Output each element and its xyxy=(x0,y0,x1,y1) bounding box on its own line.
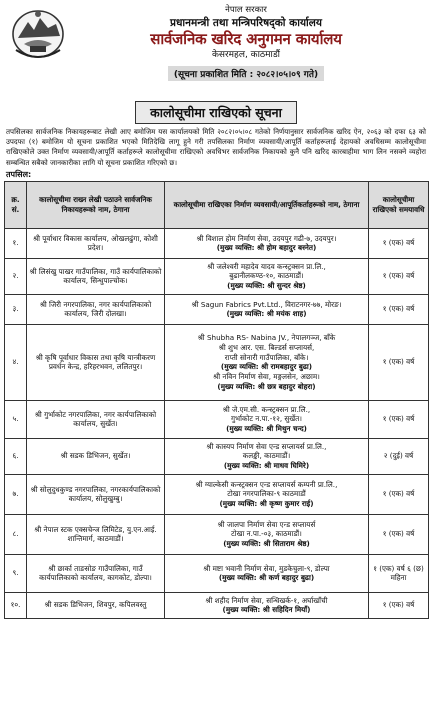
row-public-entity: श्री छार्का ताङसोङ गाउँपालिका, गाउँ कार्यपालिकाको कार्यालय, कागकोट, डोल्पा। xyxy=(27,554,165,592)
row-firm xyxy=(165,592,369,618)
row-serial: २. xyxy=(5,258,27,294)
row-serial: १. xyxy=(5,228,27,258)
nepal-emblem-icon xyxy=(10,6,66,60)
row-firm xyxy=(165,294,369,324)
table-row xyxy=(5,554,429,592)
row-public-entity: श्री सडक डिभिजन, सुर्खेत। xyxy=(27,438,165,474)
table-header-row xyxy=(5,181,429,228)
table-row xyxy=(5,514,429,554)
firm-line: श्री मष्टा भवानी निर्माण सेवा, मुडकेचुला-९, डोल्पा xyxy=(203,563,330,573)
row-blacklist-period: १ (एक) वर्ष xyxy=(369,228,429,258)
row-blacklist-period: १ (एक) वर्ष xyxy=(369,294,429,324)
row-blacklist-period: १ (एक) वर्ष ६ (छ) महिना xyxy=(369,554,429,592)
agency-address: केसरमहल, काठमाडौं xyxy=(212,50,280,60)
firm-key-person: (मुख्य व्यक्ति: श्री सहिदिन मियाँ) xyxy=(222,605,311,615)
notice-title: कालोसूचीमा राखिएको सूचना xyxy=(135,101,297,124)
notice-intro: तपसिलका सार्वजनिक निकायहरूबाट लेखी आए बमोजिम यस कार्यालयको मिति २०८२।०५।०८ गतेको निर्णयानुसार सार्वजनिक खरिद ऐन, २०६३ को दफा ६३ को उपदफा (१) बमोजिम यो सूचना प्रकाशित भएको मितिदेखि लागू हुने गरी तपसिलका निर्माण व्यवसायी/आपूर्ति कर्ताहरूलाई देहायको अवधिसम्म कालोसूचीमा राखिएकोले उक्त निर्माण व्यवसायी/आपूर्ति कर्ताहरूले कालोसूचीमा राखिएको अवधिभर सार्वजनिक निकायको कुनै पनि खरिद कारबाहीमा भाग लिन नसक्ने व्यहोरा सम्बन्धित सबैको जानकारीका लागि यो सूचना प्रकाशित गरिएको छ। xyxy=(6,127,426,167)
row-blacklist-period: १ (एक) वर्ष xyxy=(369,400,429,438)
firm-key-person: (मुख्य व्यक्ति: श्री कृष्ण कुमार राई) xyxy=(219,499,314,509)
firm-line: टोखा न.पा.-०३, काठमाडौं। xyxy=(231,529,302,539)
row-public-entity: श्री जिरी नगरपालिका, नगर कार्यपालिकाको कार्यालय, जिरी दोलखा। xyxy=(27,294,165,324)
table-row xyxy=(5,294,429,324)
header-text-block xyxy=(64,4,428,81)
row-firm xyxy=(165,228,369,258)
government-name: नेपाल सरकार xyxy=(225,5,267,15)
table-row xyxy=(5,400,429,438)
row-blacklist-period: १ (एक) वर्ष xyxy=(369,474,429,514)
row-public-entity: श्री कृषि पूर्वाधार विकास तथा कृषि यान्त्रीकरण प्रवर्धन केन्द्र, हरिहरभवन, ललितपुर। xyxy=(27,324,165,400)
col-header-firm: कालोसूचीमा राखिएका निर्माण व्यवसायी/आपूर्तिकर्ताहरूको नाम, ठेगाना xyxy=(165,181,369,228)
firm-line: गुर्भाकोट न.पा.-१२, सुर्खेत। xyxy=(231,414,302,424)
row-serial: ३. xyxy=(5,294,27,324)
firm-line: श्री विशाल होम निर्माण सेवा, उदयपुर गढी-७, उदयपुर। xyxy=(196,233,337,243)
firm-line: कलङ्की, काठमाडौं। xyxy=(242,451,291,461)
row-firm xyxy=(165,514,369,554)
firm-line: श्री कास्यप निर्माण सेवा एन्ड सप्लायर्स प्रा.लि., xyxy=(206,441,327,451)
row-serial: ८. xyxy=(5,514,27,554)
row-blacklist-period: १ (एक) वर्ष xyxy=(369,258,429,294)
row-firm xyxy=(165,258,369,294)
firm-line: श्री जालपा निर्माण सेवा एन्ड सप्लायर्स xyxy=(217,519,316,529)
firm-key-person: (मुख्य व्यक्ति: श्री सुन्दर श्रेष्ठ) xyxy=(227,281,306,291)
firm-line: श्री ग्याल्केसी कन्स्ट्रक्सन एन्ड सप्लायर्स कम्पनी प्रा.लि., xyxy=(195,479,338,489)
details-label: तपसिल: xyxy=(6,169,32,179)
row-blacklist-period: १ (एक) वर्ष xyxy=(369,592,429,618)
row-firm xyxy=(165,400,369,438)
col-header-sn: क्र. सं. xyxy=(5,181,27,228)
table-row xyxy=(5,474,429,514)
row-public-entity: श्री सोलुदुधकुण्ड नगरपालिका, नगरकार्यपालिकाको कार्यालय, सोलुखुम्बु। xyxy=(27,474,165,514)
firm-line: श्री जलेश्वरी महादेव यादव कन्स्ट्रक्सन प्रा.लि., xyxy=(207,261,326,271)
row-serial: १०. xyxy=(5,592,27,618)
row-blacklist-period: १ (एक) वर्ष xyxy=(369,324,429,400)
firm-line: श्री शुभ आर. एस. बिल्डर्स सप्लायर्स, xyxy=(218,342,315,352)
row-blacklist-period: १ (एक) वर्ष xyxy=(369,514,429,554)
firm-line: राप्ती सोनारी गाउँपालिका, बाँके। xyxy=(224,352,309,362)
firm-line: श्री Shubha RS- Nabina JV., नेपालगञ्ज, बाँके xyxy=(197,332,336,342)
row-blacklist-period: २ (दुई) वर्ष xyxy=(369,438,429,474)
firm-key-person: (मुख्य व्यक्ति: श्री छत्र बहादुर बोहरा) xyxy=(217,381,316,391)
notice-header xyxy=(4,2,428,100)
firm-line: श्री जे.एम.सी. कन्स्ट्रक्सन प्रा.लि., xyxy=(222,404,311,414)
firm-line: (मुख्य व्यक्ति: श्री रामबहादुर बुढा) xyxy=(220,362,313,372)
row-public-entity: श्री गुर्भाकोट नगरपालिका, नगर कार्यपालिकाको कार्यालय, सुर्खेत। xyxy=(27,400,165,438)
row-serial: ४. xyxy=(5,324,27,400)
firm-key-person: (मुख्य व्यक्ति: श्री मयंक शाह) xyxy=(226,309,307,319)
firm-line: टोखा नगरपालिका-९ काठमाडौं xyxy=(227,489,306,499)
blacklist-table xyxy=(4,181,429,619)
row-serial: ९. xyxy=(5,554,27,592)
row-firm xyxy=(165,554,369,592)
table-body xyxy=(5,228,429,618)
row-serial: ७. xyxy=(5,474,27,514)
table-row xyxy=(5,592,429,618)
firm-line: बुढानीलकण्ठ-१०, काठमाडौं। xyxy=(229,271,304,281)
row-firm xyxy=(165,324,369,400)
agency-name: सार्वजनिक खरिद अनुगमन कार्यालय xyxy=(150,30,342,48)
firm-line: श्री नविन निर्माण सेवा, मङ्गलसेन, अछाम। xyxy=(213,372,320,382)
row-firm xyxy=(165,474,369,514)
firm-line: श्री शहीद निर्माण सेवा, सन्धिखर्क-१, अर्घाखाँची xyxy=(205,595,328,605)
firm-line: श्री Sagun Fabrics Pvt.Ltd., विराटनगर-७७, मोरङ। xyxy=(191,299,342,309)
firm-key-person: (मुख्य व्यक्ति: श्री होम बहादुर बस्नेत) xyxy=(216,243,317,253)
firm-key-person: (मुख्य व्यक्ति: श्री माधव घिमिरे) xyxy=(223,461,310,471)
office-name: प्रधानमन्त्री तथा मन्त्रिपरिषद्को कार्यालय xyxy=(170,17,322,29)
firm-key-person: (मुख्य व्यक्ति: श्री सिताराम श्रेष्ठ) xyxy=(223,539,310,549)
table-row xyxy=(5,324,429,400)
row-public-entity: श्री सडक डिभिजन, शिवपुर, कपिलवस्तु xyxy=(27,592,165,618)
table-row xyxy=(5,258,429,294)
col-header-entity: कालोसूचीमा राख्न लेखी पठाउने सार्वजनिक निकायहरूको नाम, ठेगाना xyxy=(27,181,165,228)
col-header-period: कालोसूचीमा राखिएको समयावधि xyxy=(369,181,429,228)
notice-title-wrap xyxy=(4,101,428,124)
publication-date: (सूचना प्रकाशित मिति : २०८२।०५।०९ गते) xyxy=(168,66,324,81)
row-firm xyxy=(165,438,369,474)
table-row xyxy=(5,438,429,474)
row-public-entity: श्री लिसंखु पाखर गाउँपालिका, गाउँ कार्यपालिकाको कार्यालय, सिन्धुपाल्चोक। xyxy=(27,258,165,294)
row-public-entity: श्री पूर्वाधार विकास कार्यालय, ओखलढुंगा, कोशी प्रदेश। xyxy=(27,228,165,258)
row-serial: ६. xyxy=(5,438,27,474)
row-serial: ५. xyxy=(5,400,27,438)
row-public-entity: श्री नेपाल स्टक एक्सचेन्ज लिमिटेड, यु.एन.आई. शान्तिमार्ग, काठमाडौं। xyxy=(27,514,165,554)
table-row xyxy=(5,228,429,258)
firm-key-person: (मुख्य व्यक्ति: श्री मिथुन चन्द) xyxy=(226,424,307,434)
firm-key-person: (मुख्य व्यक्ति: श्री कर्ण बहादुर बुढा) xyxy=(218,573,315,583)
